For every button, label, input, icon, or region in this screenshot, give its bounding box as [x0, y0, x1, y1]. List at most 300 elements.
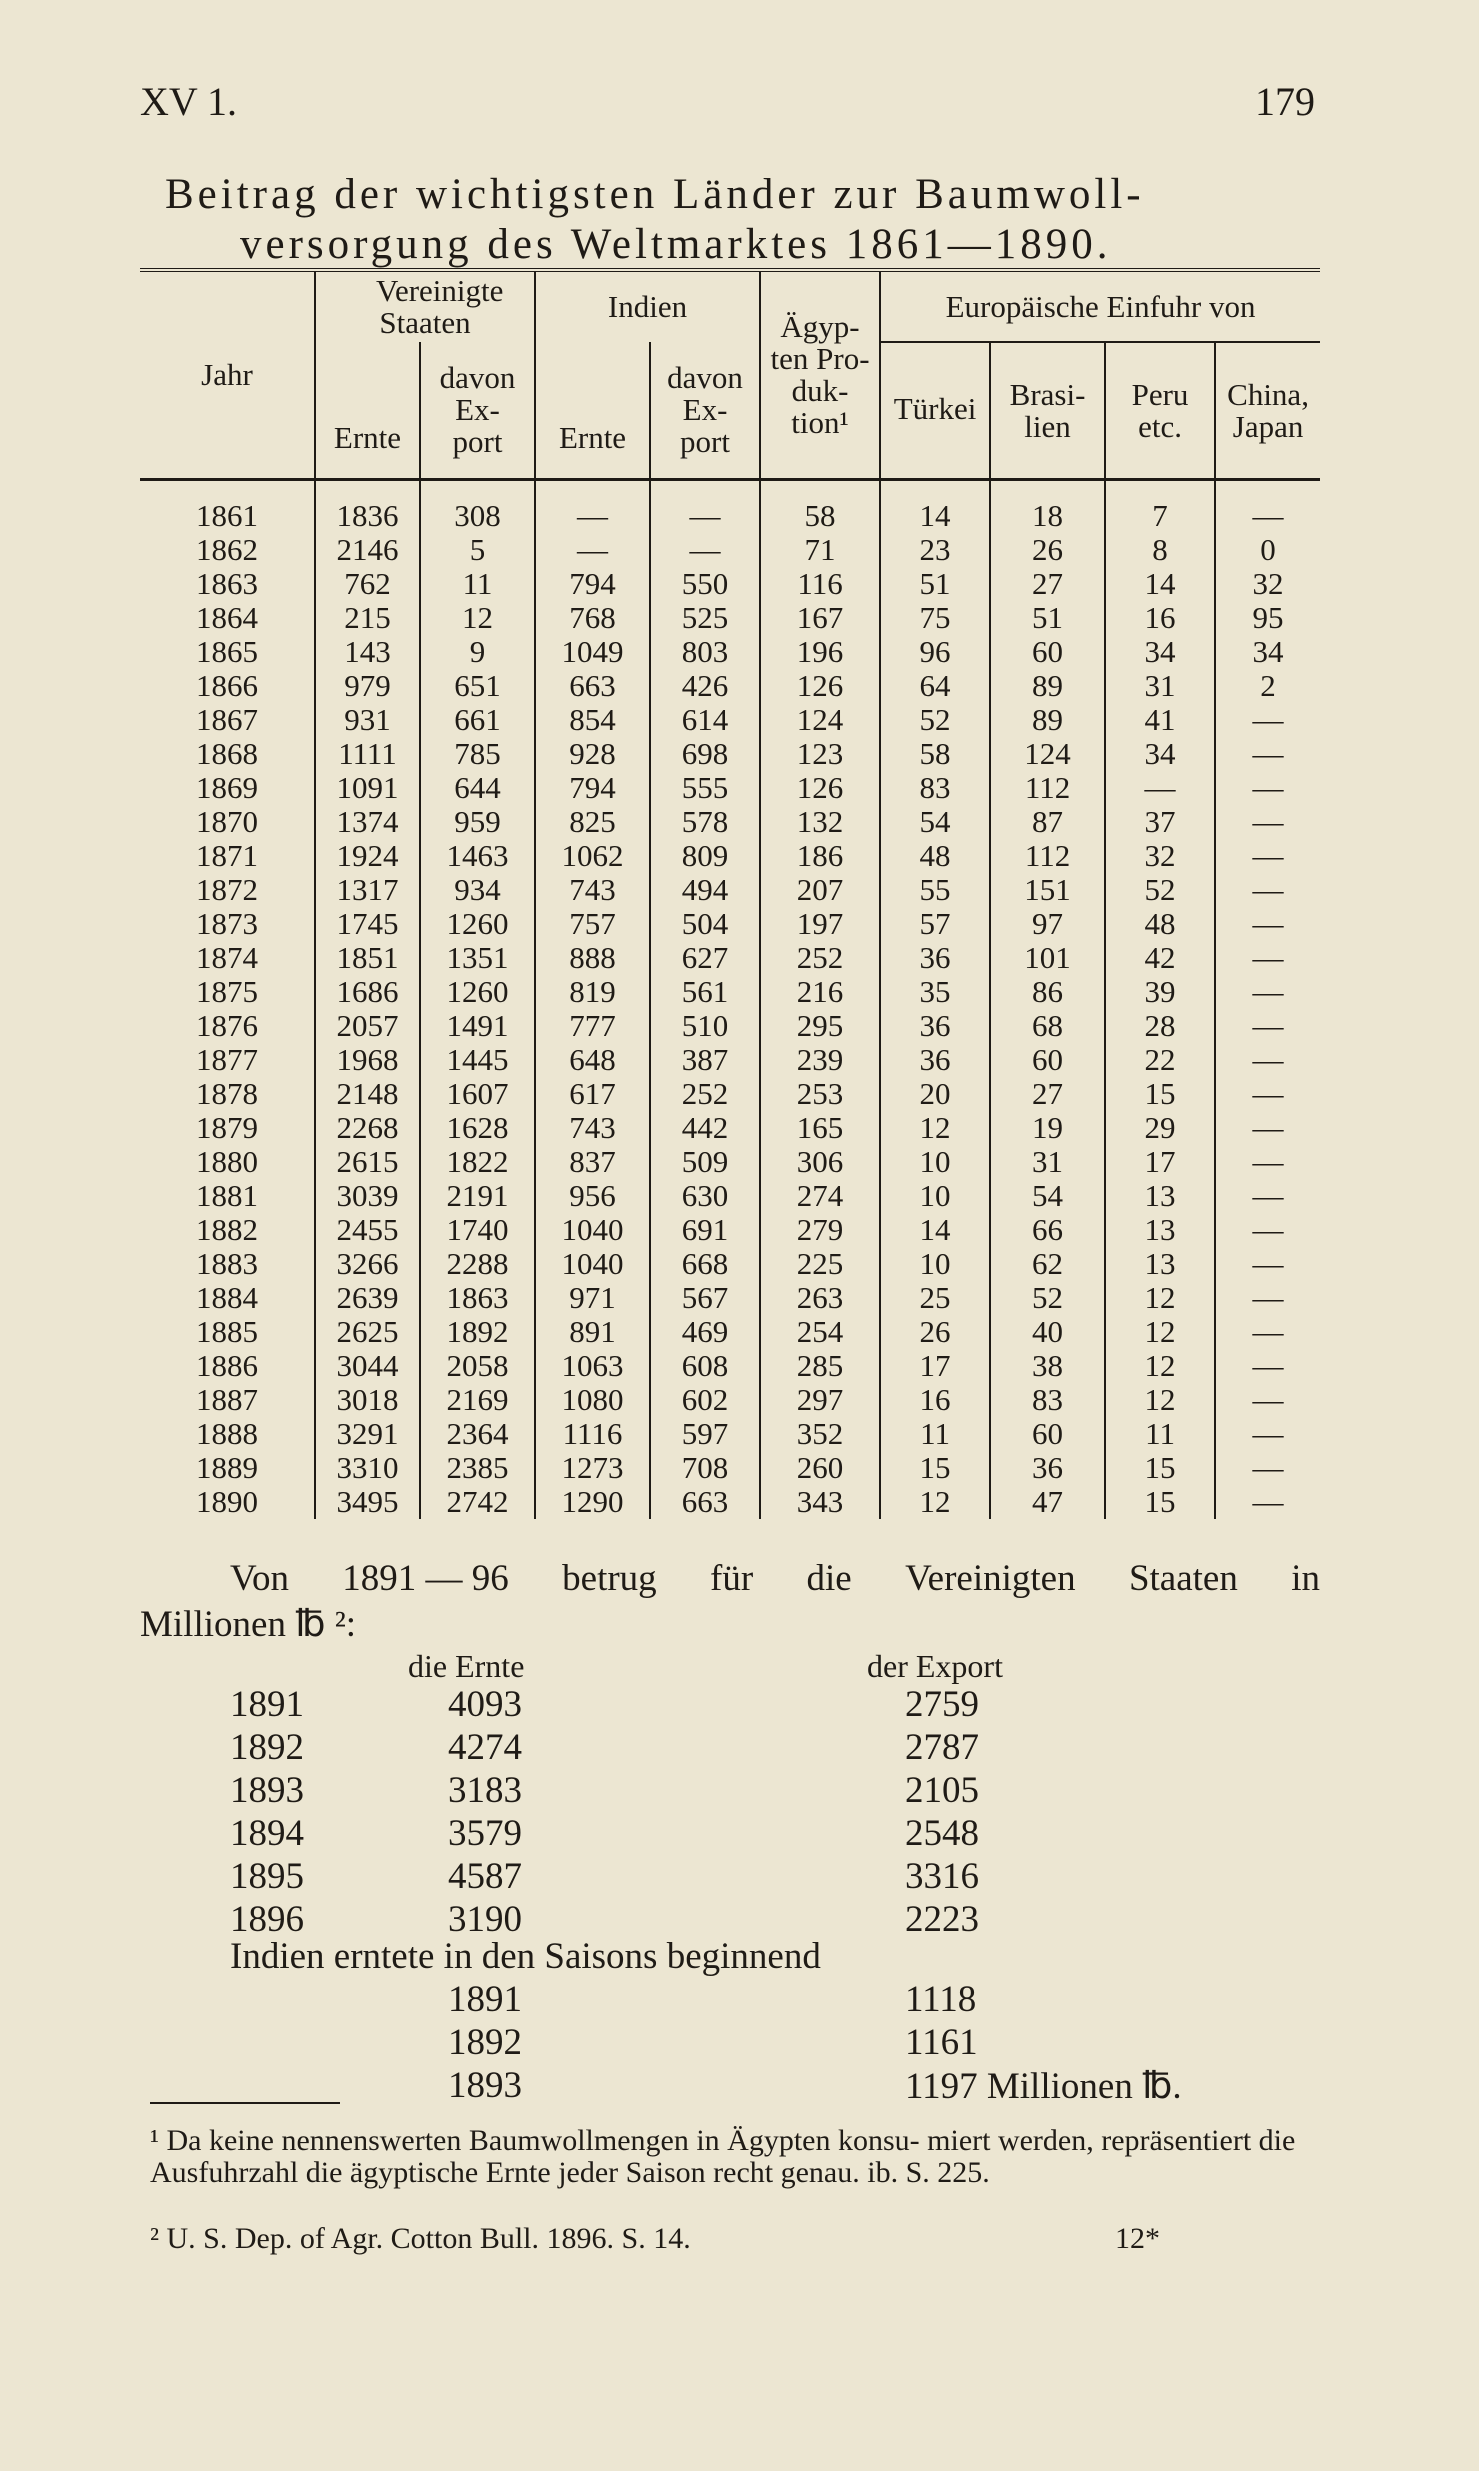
year-cell: 1883: [196, 1246, 258, 1281]
table-row: [140, 975, 1320, 1009]
value-cell: 2148: [315, 1077, 420, 1111]
value-cell: 661: [420, 703, 535, 737]
value-cell: 768: [535, 601, 650, 635]
value-cell: 743: [535, 873, 650, 907]
value-cell: 12: [1105, 1383, 1215, 1417]
value-cell: 12: [1105, 1315, 1215, 1349]
value-cell: 1040: [535, 1213, 650, 1247]
table-row: [140, 839, 1320, 873]
value-cell: 1260: [420, 907, 535, 941]
value-cell: 2146: [315, 533, 420, 567]
table-head: [140, 270, 1320, 480]
value-cell: 888: [535, 941, 650, 975]
value-cell: 510: [650, 1009, 760, 1043]
value-cell: 1273: [535, 1451, 650, 1485]
value-cell: 112: [990, 771, 1105, 805]
value-cell: 51: [990, 601, 1105, 635]
value-cell: 68: [990, 1009, 1105, 1043]
value-cell: —: [1215, 1077, 1320, 1111]
year-cell: 1882: [196, 1212, 258, 1247]
value-cell: 308: [420, 499, 535, 533]
table-row: [140, 1485, 1320, 1519]
intro-line-2: Millionen ℔ ²:: [140, 1604, 357, 1645]
value-cell: 10: [880, 1145, 990, 1179]
value-cell: 2169: [420, 1383, 535, 1417]
value-cell: 86: [990, 975, 1105, 1009]
intro-word: Von: [230, 1558, 289, 1599]
head-china: China, Japan: [1215, 342, 1320, 480]
table-row: [140, 805, 1320, 839]
value-cell: —: [1105, 771, 1215, 805]
value-cell: 216: [760, 975, 880, 1009]
value-cell: —: [650, 533, 760, 567]
year-cell: 1881: [196, 1178, 258, 1213]
year-cell: 1872: [196, 872, 258, 907]
value-cell: 959: [420, 805, 535, 839]
year-cell: 1879: [196, 1110, 258, 1145]
value-cell: 28: [1105, 1009, 1215, 1043]
value-cell: 630: [650, 1179, 760, 1213]
value-cell: 14: [880, 499, 990, 533]
year-cell: 1885: [196, 1314, 258, 1349]
value-cell: 48: [1105, 907, 1215, 941]
value-cell: 1260: [420, 975, 535, 1009]
value-cell: 597: [650, 1417, 760, 1451]
value-cell: 36: [990, 1451, 1105, 1485]
table-row: [140, 1145, 1320, 1179]
value-cell: —: [1215, 1315, 1320, 1349]
us-ernte-value: 3190: [448, 1899, 522, 1940]
value-cell: 295: [760, 1009, 880, 1043]
value-cell: 32: [1215, 567, 1320, 601]
value-cell: 1091: [315, 771, 420, 805]
value-cell: 2385: [420, 1451, 535, 1485]
value-cell: 34: [1215, 635, 1320, 669]
us-year: 1893: [230, 1770, 304, 1811]
value-cell: 60: [990, 1043, 1105, 1077]
year-cell: 1867: [196, 702, 258, 737]
value-cell: 663: [535, 669, 650, 703]
year-cell: 1875: [196, 974, 258, 1009]
table-row: [140, 703, 1320, 737]
value-cell: 762: [315, 567, 420, 601]
value-cell: 2639: [315, 1281, 420, 1315]
value-cell: 35: [880, 975, 990, 1009]
table-row: [140, 669, 1320, 703]
year-cell: 1888: [196, 1416, 258, 1451]
value-cell: 743: [535, 1111, 650, 1145]
value-cell: 777: [535, 1009, 650, 1043]
value-cell: 1968: [315, 1043, 420, 1077]
value-cell: 3266: [315, 1247, 420, 1281]
indien-ernte-value: 1118: [905, 1979, 977, 2020]
col-export-label: der Export: [867, 1648, 1003, 1684]
title-line-2: versorgung des Weltmarktes 1861—1890.: [240, 221, 1112, 268]
table-row: [140, 1315, 1320, 1349]
value-cell: 825: [535, 805, 650, 839]
value-cell: 97: [990, 907, 1105, 941]
value-cell: 387: [650, 1043, 760, 1077]
value-cell: 803: [650, 635, 760, 669]
value-cell: —: [1215, 703, 1320, 737]
value-cell: 608: [650, 1349, 760, 1383]
head-indien: Indien: [535, 270, 760, 342]
value-cell: 1740: [420, 1213, 535, 1247]
value-cell: 71: [760, 533, 880, 567]
table-row: [140, 771, 1320, 805]
value-cell: 112: [990, 839, 1105, 873]
value-cell: 66: [990, 1213, 1105, 1247]
year-cell: 1861: [196, 498, 258, 533]
value-cell: 469: [650, 1315, 760, 1349]
value-cell: 167: [760, 601, 880, 635]
value-cell: 207: [760, 873, 880, 907]
value-cell: 197: [760, 907, 880, 941]
value-cell: 48: [880, 839, 990, 873]
value-cell: —: [1215, 1111, 1320, 1145]
value-cell: 698: [650, 737, 760, 771]
value-cell: 15: [1105, 1485, 1215, 1519]
value-cell: 16: [880, 1383, 990, 1417]
value-cell: 509: [650, 1145, 760, 1179]
value-cell: 52: [880, 703, 990, 737]
value-cell: 578: [650, 805, 760, 839]
value-cell: 41: [1105, 703, 1215, 737]
value-cell: 34: [1105, 737, 1215, 771]
head-indien-ernte: Ernte: [535, 342, 650, 480]
value-cell: 13: [1105, 1247, 1215, 1281]
value-cell: 36: [880, 1009, 990, 1043]
value-cell: 1491: [420, 1009, 535, 1043]
value-cell: 2: [1215, 669, 1320, 703]
value-cell: 2455: [315, 1213, 420, 1247]
value-cell: —: [1215, 1349, 1320, 1383]
us-export-value: 3316: [905, 1856, 979, 1897]
year-cell: 1887: [196, 1382, 258, 1417]
value-cell: 602: [650, 1383, 760, 1417]
table-row: [140, 1383, 1320, 1417]
value-cell: 1116: [535, 1417, 650, 1451]
year-cell: 1873: [196, 906, 258, 941]
us-export-value: 2759: [905, 1684, 979, 1725]
value-cell: 101: [990, 941, 1105, 975]
table-row: [140, 1009, 1320, 1043]
value-cell: 285: [760, 1349, 880, 1383]
value-cell: —: [1215, 771, 1320, 805]
value-cell: 2615: [315, 1145, 420, 1179]
year-cell: 1878: [196, 1076, 258, 1111]
value-cell: 837: [535, 1145, 650, 1179]
table-row: [140, 533, 1320, 567]
value-cell: 891: [535, 1315, 650, 1349]
intro-line-1: [140, 1556, 1320, 1602]
indien-ernte-value: 1161: [905, 2022, 978, 2063]
value-cell: —: [1215, 737, 1320, 771]
value-cell: 96: [880, 635, 990, 669]
value-cell: 971: [535, 1281, 650, 1315]
head-jahr: Jahr: [201, 357, 253, 392]
value-cell: 15: [1105, 1451, 1215, 1485]
page-number: 179: [1255, 79, 1315, 124]
value-cell: 10: [880, 1179, 990, 1213]
value-cell: 1745: [315, 907, 420, 941]
value-cell: 60: [990, 635, 1105, 669]
value-cell: 58: [760, 499, 880, 533]
us-year: 1895: [230, 1856, 304, 1897]
value-cell: 87: [990, 805, 1105, 839]
value-cell: 306: [760, 1145, 880, 1179]
value-cell: —: [1215, 1009, 1320, 1043]
value-cell: 12: [1105, 1281, 1215, 1315]
value-cell: 17: [1105, 1145, 1215, 1179]
value-cell: 7: [1105, 499, 1215, 533]
table-row: [140, 635, 1320, 669]
value-cell: 567: [650, 1281, 760, 1315]
value-cell: —: [1215, 1281, 1320, 1315]
value-cell: 442: [650, 1111, 760, 1145]
value-cell: 15: [1105, 1077, 1215, 1111]
intro-word: betrug: [562, 1558, 657, 1599]
year-cell: 1874: [196, 940, 258, 975]
footnote-1: ¹ Da keine nennenswerten Baumwollmengen in Ägypten konsu- miert werden, repräsentiert die Ausfuhrzahl die ägyptische Ernte jeder Saison recht genau. ib. S. 225.: [150, 2124, 1296, 2189]
value-cell: 928: [535, 737, 650, 771]
value-cell: 274: [760, 1179, 880, 1213]
signature-mark: 12*: [1115, 2222, 1160, 2255]
value-cell: 794: [535, 567, 650, 601]
value-cell: 89: [990, 669, 1105, 703]
indien-year: 1893: [448, 2065, 522, 2106]
value-cell: —: [1215, 1247, 1320, 1281]
value-cell: 651: [420, 669, 535, 703]
value-cell: 12: [880, 1111, 990, 1145]
head-usa-ernte: Ernte: [315, 342, 420, 480]
value-cell: 22: [1105, 1043, 1215, 1077]
table-row: [140, 499, 1320, 533]
us-ernte-value: 3579: [448, 1813, 522, 1854]
value-cell: 644: [420, 771, 535, 805]
value-cell: 12: [1105, 1349, 1215, 1383]
table-row: [140, 1213, 1320, 1247]
value-cell: 13: [1105, 1179, 1215, 1213]
value-cell: 504: [650, 907, 760, 941]
value-cell: 151: [990, 873, 1105, 907]
value-cell: 3039: [315, 1179, 420, 1213]
col-ernte-label: die Ernte: [408, 1648, 525, 1684]
value-cell: 42: [1105, 941, 1215, 975]
value-cell: 252: [760, 941, 880, 975]
table-row: [140, 1111, 1320, 1145]
value-cell: 263: [760, 1281, 880, 1315]
value-cell: 26: [990, 533, 1105, 567]
head-peru: Peru etc.: [1105, 342, 1215, 480]
value-cell: —: [1215, 941, 1320, 975]
value-cell: —: [535, 499, 650, 533]
year-cell: 1864: [196, 600, 258, 635]
value-cell: —: [535, 533, 650, 567]
table-row: [140, 873, 1320, 907]
value-cell: 708: [650, 1451, 760, 1485]
value-cell: 196: [760, 635, 880, 669]
value-cell: 2288: [420, 1247, 535, 1281]
head-usa-export: davon Ex- port: [420, 342, 535, 480]
value-cell: 51: [880, 567, 990, 601]
value-cell: 62: [990, 1247, 1105, 1281]
table-title: [165, 170, 1315, 270]
value-cell: 11: [880, 1417, 990, 1451]
us-export-value: 2223: [905, 1899, 979, 1940]
value-cell: —: [1215, 499, 1320, 533]
intro-word: 1891 — 96: [342, 1558, 509, 1599]
value-cell: 36: [880, 941, 990, 975]
value-cell: 627: [650, 941, 760, 975]
value-cell: 1062: [535, 839, 650, 873]
value-cell: 64: [880, 669, 990, 703]
year-cell: 1865: [196, 634, 258, 669]
value-cell: 3018: [315, 1383, 420, 1417]
us-ernte-value: 4274: [448, 1727, 522, 1768]
head-usa: Vereinigte Staaten: [315, 270, 535, 342]
value-cell: 37: [1105, 805, 1215, 839]
head-brasilien: Brasi- lien: [990, 342, 1105, 480]
value-cell: 668: [650, 1247, 760, 1281]
us-export-value: 2105: [905, 1770, 979, 1811]
value-cell: 143: [315, 635, 420, 669]
value-cell: —: [1215, 1179, 1320, 1213]
value-cell: 83: [990, 1383, 1105, 1417]
value-cell: 25: [880, 1281, 990, 1315]
value-cell: 116: [760, 567, 880, 601]
value-cell: 1049: [535, 635, 650, 669]
value-cell: 1851: [315, 941, 420, 975]
value-cell: 1080: [535, 1383, 650, 1417]
value-cell: 126: [760, 669, 880, 703]
value-cell: 3310: [315, 1451, 420, 1485]
value-cell: 8: [1105, 533, 1215, 567]
value-cell: —: [1215, 1485, 1320, 1519]
value-cell: 27: [990, 567, 1105, 601]
value-cell: —: [1215, 873, 1320, 907]
value-cell: 12: [880, 1485, 990, 1519]
value-cell: 83: [880, 771, 990, 805]
table-row: [140, 1451, 1320, 1485]
value-cell: 1924: [315, 839, 420, 873]
value-cell: 123: [760, 737, 880, 771]
section-label: XV 1.: [140, 79, 238, 124]
value-cell: 52: [990, 1281, 1105, 1315]
intro-word: in: [1291, 1558, 1320, 1599]
value-cell: 561: [650, 975, 760, 1009]
table-row: [140, 1247, 1320, 1281]
value-cell: —: [1215, 907, 1320, 941]
table-row: [140, 1179, 1320, 1213]
year-cell: 1870: [196, 804, 258, 839]
us-ernte-value: 3183: [448, 1770, 522, 1811]
value-cell: 14: [880, 1213, 990, 1247]
us-ernte-value: 4587: [448, 1856, 522, 1897]
value-cell: 20: [880, 1077, 990, 1111]
value-cell: 0: [1215, 533, 1320, 567]
year-cell: 1884: [196, 1280, 258, 1315]
value-cell: 32: [1105, 839, 1215, 873]
us-export-value: 2787: [905, 1727, 979, 1768]
value-cell: —: [1215, 1383, 1320, 1417]
value-cell: 1892: [420, 1315, 535, 1349]
us-year: 1894: [230, 1813, 304, 1854]
year-cell: 1869: [196, 770, 258, 805]
value-cell: 253: [760, 1077, 880, 1111]
value-cell: 1111: [315, 737, 420, 771]
title-line-1: Beitrag der wichtigsten Länder zur Baumwoll-: [165, 171, 1145, 218]
value-cell: 165: [760, 1111, 880, 1145]
value-cell: 55: [880, 873, 990, 907]
footnote-rule: [150, 2102, 340, 2104]
value-cell: —: [1215, 805, 1320, 839]
table-row: [140, 1077, 1320, 1111]
table-row: [140, 567, 1320, 601]
value-cell: 15: [880, 1451, 990, 1485]
value-cell: 11: [420, 567, 535, 601]
value-cell: —: [1215, 1043, 1320, 1077]
head-tuerkei: Türkei: [880, 342, 990, 480]
value-cell: 1040: [535, 1247, 650, 1281]
value-cell: —: [1215, 1451, 1320, 1485]
value-cell: 1445: [420, 1043, 535, 1077]
value-cell: 1063: [535, 1349, 650, 1383]
value-cell: 757: [535, 907, 650, 941]
value-cell: 29: [1105, 1111, 1215, 1145]
year-cell: 1889: [196, 1450, 258, 1485]
value-cell: 343: [760, 1485, 880, 1519]
value-cell: 2191: [420, 1179, 535, 1213]
value-cell: 3495: [315, 1485, 420, 1519]
value-cell: 34: [1105, 635, 1215, 669]
value-cell: 494: [650, 873, 760, 907]
value-cell: 2057: [315, 1009, 420, 1043]
us-summary-text: [140, 1556, 1320, 1648]
intro-word: für: [710, 1558, 754, 1599]
table-row: [140, 1349, 1320, 1383]
value-cell: 794: [535, 771, 650, 805]
value-cell: 186: [760, 839, 880, 873]
value-cell: 1863: [420, 1281, 535, 1315]
value-cell: 648: [535, 1043, 650, 1077]
value-cell: 1836: [315, 499, 420, 533]
year-cell: 1863: [196, 566, 258, 601]
value-cell: 27: [990, 1077, 1105, 1111]
value-cell: 1290: [535, 1485, 650, 1519]
value-cell: 11: [1105, 1417, 1215, 1451]
value-cell: 931: [315, 703, 420, 737]
value-cell: 663: [650, 1485, 760, 1519]
head-aegypten: Ägyp- ten Pro- duk- tion¹: [760, 270, 880, 480]
value-cell: 525: [650, 601, 760, 635]
value-cell: 1317: [315, 873, 420, 907]
value-cell: 31: [990, 1145, 1105, 1179]
year-cell: 1871: [196, 838, 258, 873]
value-cell: 239: [760, 1043, 880, 1077]
value-cell: 95: [1215, 601, 1320, 635]
value-cell: 854: [535, 703, 650, 737]
value-cell: 47: [990, 1485, 1105, 1519]
value-cell: 809: [650, 839, 760, 873]
value-cell: 132: [760, 805, 880, 839]
value-cell: 1463: [420, 839, 535, 873]
intro-word: Vereinigten: [905, 1558, 1076, 1599]
value-cell: 252: [650, 1077, 760, 1111]
value-cell: 1686: [315, 975, 420, 1009]
value-cell: 3291: [315, 1417, 420, 1451]
value-cell: 57: [880, 907, 990, 941]
